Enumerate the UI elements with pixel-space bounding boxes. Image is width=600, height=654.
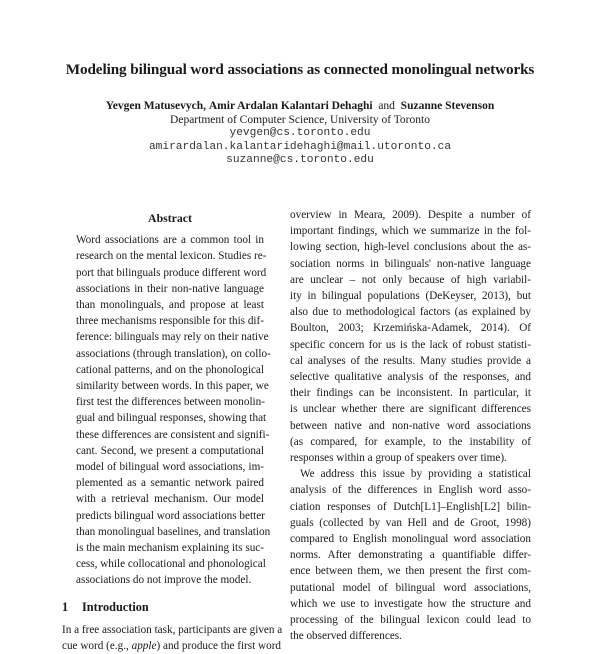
text-line: associations in their non-native language [76,282,264,295]
text-line: In a free association task, participants are given a [62,623,283,636]
text-line: putational model of bilingual word associations, [290,581,531,594]
paragraph [290,466,531,644]
section-title: Introduction [82,599,149,614]
text-line: first test the differences between monolin- [76,396,265,409]
left-column [62,210,283,654]
text-line: specific concern for us is the lack of robust statisti- [290,338,531,351]
introduction-body [62,622,283,654]
text-line: We address this issue by providing a statistical [300,468,531,481]
text-line: cational patterns, and on the phonological [76,363,264,376]
author-email: amirardalan.kalantaridehaghi@mail.utoronto.ca [148,140,452,153]
text-line: cal analyses of the results. Many studies provide a [290,354,531,367]
text-line: compared to English monolingual word association [290,533,531,546]
author-name: Amir Ardalan Kalantari Dehaghi [208,100,373,112]
paragraph [290,207,531,466]
text-line: Word associations are a common tool in [76,234,264,247]
example-word: apple [131,640,157,653]
author-separator: , [203,100,206,112]
text-line: responses within a group of speakers over time). [290,452,507,465]
text-line: than monolinguals, and propose at least [76,299,264,312]
text-line: gual and bilingual responses, showing that [76,412,267,425]
text-line: overview in Meara, 2009). Despite a number of [290,209,531,221]
text-line: processing of the bilingual lexicon could lead to [290,614,531,627]
text-line: guals (collected by van Hell and de Groot, 1998) [290,516,531,529]
right-column [290,207,531,644]
text-line: three mechanisms responsible for this dif- [76,315,264,328]
text-line: is the main mechanism explaining its suc- [76,542,264,555]
text-line: ciation responses of Dutch[L1]–English[L2] bilin- [290,500,531,513]
author-block [0,100,600,168]
text-line: their findings can be inconsistent. In particular, it [290,387,531,400]
affiliation: Department of Computer Science, University of Toronto [170,113,430,126]
text-span: cue word (e.g., [62,640,132,653]
text-line: research on the mental lexicon. Studies re- [76,250,267,263]
text-line: port that bilinguals produce different word [76,266,267,279]
author-conjunction: and [378,100,395,112]
text-line: these differences are consistent and signifi- [76,428,270,441]
text-line [62,638,282,654]
text-line: ence between them, we then present the first com- [290,565,531,578]
text-line: norms. After demonstrating a quantifiable differ- [290,549,531,562]
text-line: also due to methodological factors (as explained by [290,306,531,319]
text-line: with a retrieval mechanism. Our model [76,493,264,506]
text-line: is unclear whether there are significant differences [290,403,531,416]
text-span: ) and produce the first word [156,640,282,653]
abstract-heading: Abstract [148,211,192,225]
text-line: cant. Second, we present a computational [76,444,264,457]
author-email: suzanne@cs.toronto.edu [226,154,374,167]
text-line: between native and non-native word associations [290,419,531,432]
section-heading-introduction [62,599,264,615]
text-line: cess, while collocational and phonological [76,558,266,571]
text-line: similarity between words. In this paper, we [76,380,269,393]
text-line: ity in bilingual populations (DeKeyser, 2013), but [290,290,531,303]
text-line: plemented as a semantic network paired [76,477,264,490]
text-line: ference: bilinguals may rely on their native [76,331,269,344]
text-line: sociation norms in bilinguals' non-native language [290,257,531,270]
text-line: lowing section, high-level conclusions about the as- [290,241,531,254]
text-line: Boulton, 2003; Krzemińska-Adamek, 2014). Of [290,322,531,335]
text-line: the observed differences. [290,630,402,643]
text-line: associations do not improve the model. [76,574,252,587]
text-line: predicts bilingual word associations better [76,509,265,522]
text-line: associations (through translation), on collo- [76,347,271,360]
author-name: Yevgen Matusevych [105,100,204,112]
section-number: 1 [62,599,69,614]
text-line: selective qualitative analysis of the responses, and [290,371,531,384]
text-line: model of bilingual word associations, im- [76,461,264,474]
text-line: which we use to investigate how the structure and [290,597,531,610]
paper-title: Modeling bilingual word associations as connected monolingual networks [65,61,535,78]
author-email: yevgen@cs.toronto.edu [229,127,371,140]
text-line: analysis of the differences in English word asso- [290,484,531,497]
text-line: (as compared, for example, to the instability of [290,435,531,448]
text-line: important findings, which we summarize in the fol- [290,225,531,238]
text-line: than monolingual baselines, and translation [76,525,271,538]
text-line: are unclear – not only because of high variabil- [290,273,531,286]
author-name: Suzanne Stevenson [400,100,495,112]
abstract-body [76,232,271,588]
author-names [0,100,600,114]
